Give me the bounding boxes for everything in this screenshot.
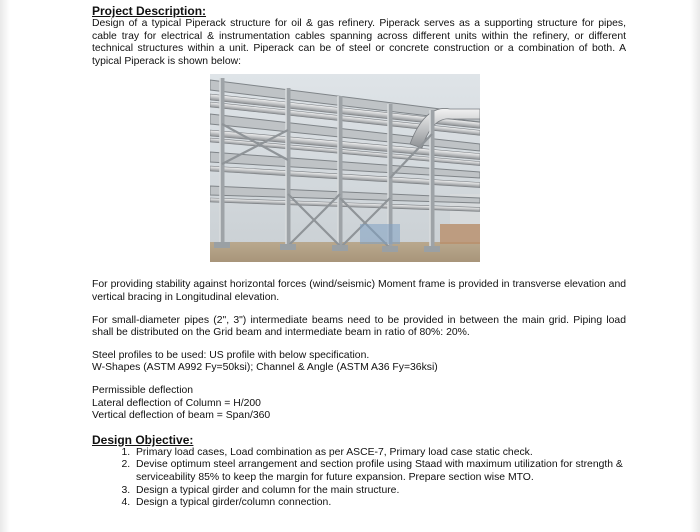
deflection-title: Permissible deflection — [92, 384, 194, 396]
design-objective-heading: Design Objective: — [92, 432, 194, 447]
objective-item: 3. Design a typical girder and column for the main structure. — [133, 485, 626, 498]
page-edge-right — [690, 0, 700, 532]
objective-item: 4. Design a typical girder/column connection. — [133, 497, 626, 510]
steel-profiles-line2: W-Shapes (ASTM A992 Fy=50ksi); Channel & Angle (ASTM A36 Fy=36ksi) — [92, 362, 438, 374]
deflection-beam: Vertical deflection of beam = Span/360 — [92, 410, 271, 422]
deflection-column: Lateral deflection of Column = H/200 — [92, 397, 261, 409]
page-edge-left — [0, 0, 10, 532]
stability-paragraph: For providing stability against horizontal forces (wind/seismic) Moment frame is provided in transverse elevation and vertical bracing in Longitudinal elevation. — [92, 279, 626, 303]
objective-item: 1. Primary load cases, Load combination as per ASCE-7, Primary load case static check. — [133, 447, 626, 460]
objective-item: 2. Devise optimum steel arrangement and section profile using Staad with maximum utilization for strength & serviceability 85% to keep the margin for future expansion. Prepare section wise MTO. — [133, 459, 626, 484]
document-content — [92, 4, 626, 510]
piperack-photo — [210, 74, 480, 262]
project-description-text: Design of a typical Piperack structure for oil & gas refinery. Piperack serves as a supporting structure for pipes, cable tray for electrical & instrumentation cables spanning across different units within the refinery, or different technical structures within a unit. Piperack can be of steel or concrete construction or a combination of both. A typical Piperack is shown below: — [92, 18, 626, 67]
small-pipes-paragraph: For small-diameter pipes (2", 3") intermediate beams need to be provided in between the main grid. Piping load shall be distributed on the Grid beam and intermediate beam in ratio of 80%: 20%. — [92, 314, 626, 339]
design-objective-list — [92, 447, 626, 510]
piperack-illustration — [210, 74, 480, 262]
steel-profiles-line1: Steel profiles to be used: US profile with below specification. — [92, 349, 370, 361]
project-description-heading: Project Description: — [92, 4, 207, 18]
